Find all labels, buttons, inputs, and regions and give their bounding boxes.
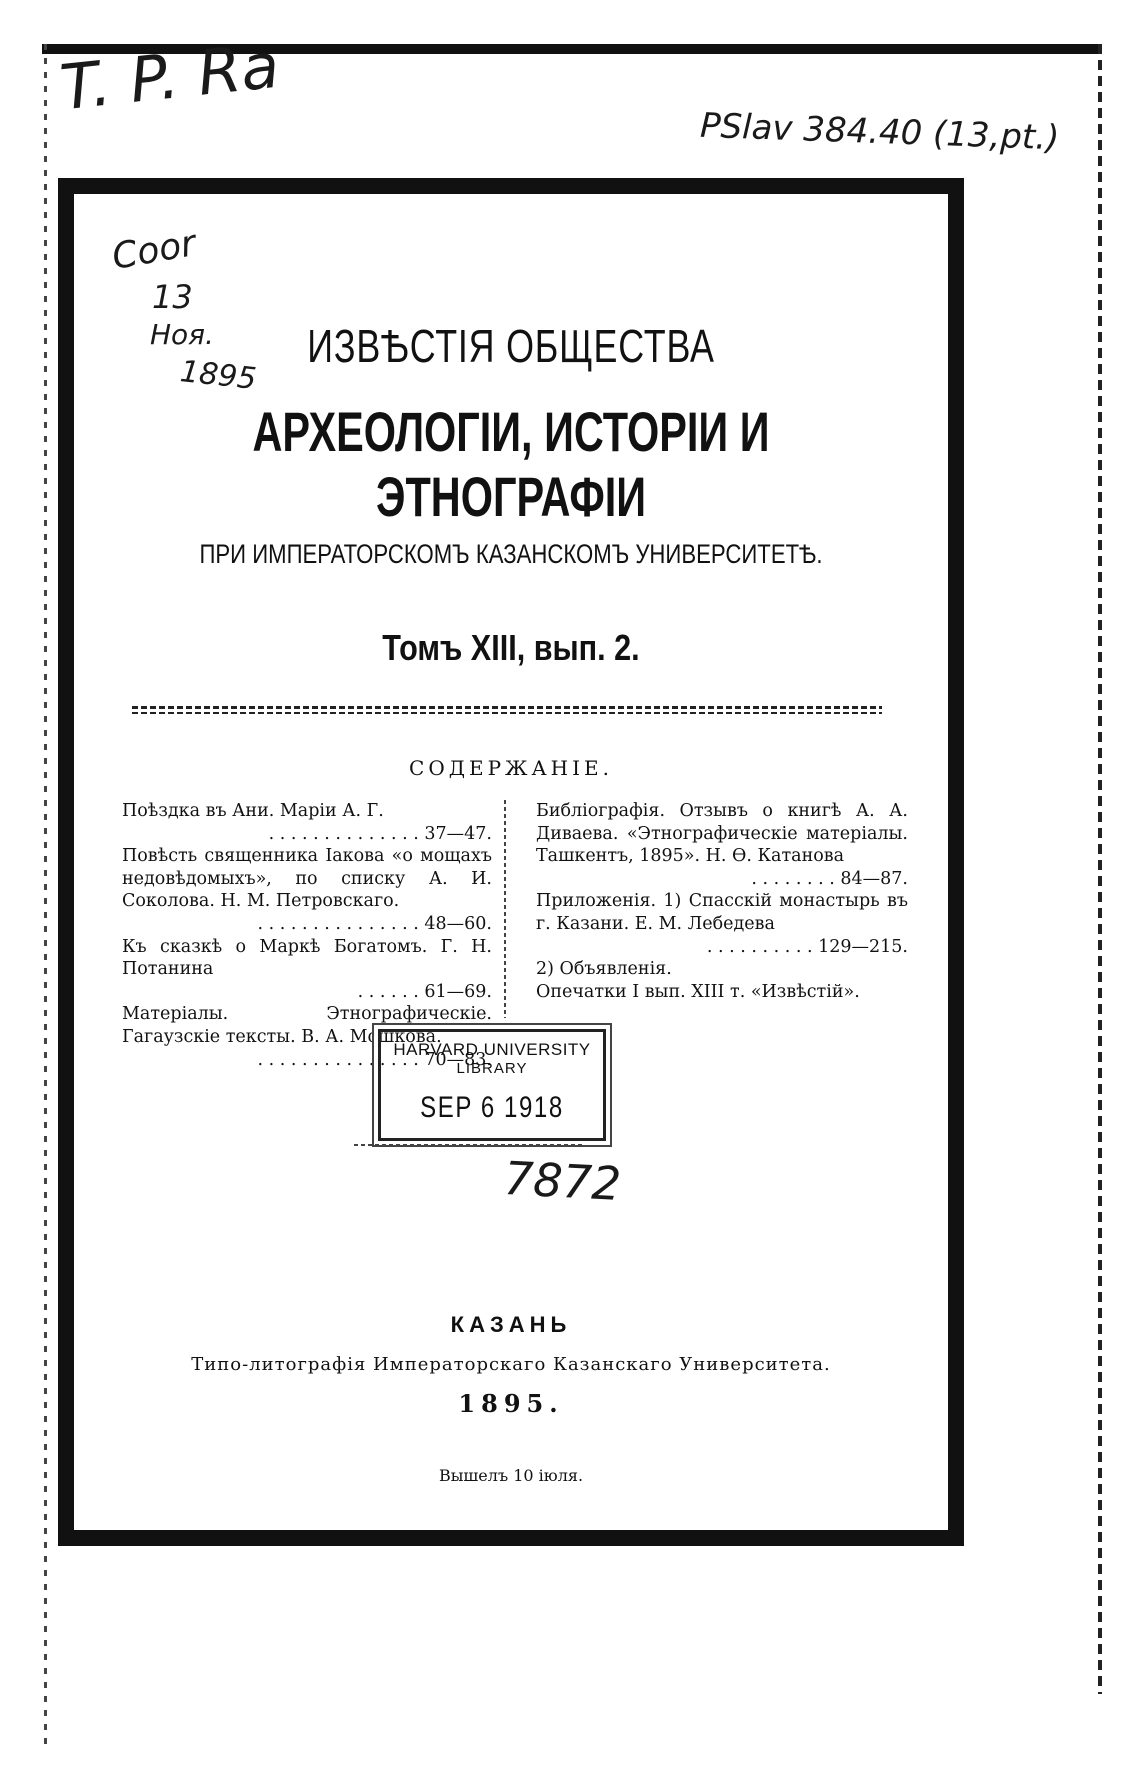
handwritten-inventory-number: 7872 <box>502 1150 623 1212</box>
stamp-line1: HARVARD UNIVERSITY <box>393 1040 591 1059</box>
contents-entry <box>122 936 492 1004</box>
stamp-date: SEP 6 1918 <box>420 1091 564 1124</box>
contents-entry <box>536 800 908 890</box>
handwritten-corner-note-3: Ноя. <box>150 318 214 351</box>
journal-title-line2: АРХЕОЛОГІИ, ИСТОРІИ И ЭТНОГРАФІИ <box>252 400 770 528</box>
entry-pages: . . . . . . . . . . . . . . . 48—60. <box>257 913 492 934</box>
contents-entry <box>122 845 492 935</box>
release-date: Вышелъ 10 іюля. <box>438 1466 584 1485</box>
handwritten-corner-note-4: 1895 <box>178 354 258 397</box>
entry-text: Матеріалы. Этнографическіе. Гагаузскіе тексты. В. А. Мошкова. <box>122 1004 492 1047</box>
entry-pages: . . . . . . 61—69. <box>357 981 492 1002</box>
entry-text: Приложенія. 1) Спасскій монастырь въ г. Казани. Е. М. Лебедева <box>536 891 908 934</box>
volume-number: Томъ XIII, вып. 2. <box>382 627 640 668</box>
entry-pages: . . . . . . . . . . . . . . 37—47. <box>268 823 492 844</box>
entry-text: Опечатки I вып. XIII т. «Извѣстій». <box>536 981 860 1002</box>
scan-right-edge <box>1098 44 1102 1694</box>
entry-pages: . . . . . . . . 84—87. <box>751 868 908 889</box>
contents-entry <box>536 981 908 1004</box>
separator-dotted <box>132 706 882 709</box>
entry-text: Къ сказкѣ о Маркѣ Богатомъ. Г. Н. Потанина <box>122 936 492 980</box>
imprint-city: КАЗАНЬ <box>450 1312 572 1337</box>
contents-heading: СОДЕРЖАНІЕ. <box>409 756 613 780</box>
journal-title-line3: ПРИ ИМПЕРАТОРСКОМЪ КАЗАНСКОМЪ УНИВЕРСИТЕТѢ. <box>199 539 823 569</box>
entry-text: Повѣсть священника Іакова «о мощахъ недовѣдомыхъ», по списку А. И. Соколова. Н. М. Петровскаго. <box>122 846 492 912</box>
handwritten-note-top-left: T. P. Ra <box>56 28 283 125</box>
imprint-printer: Типо-литографія Императорскаго Казанскаго Университета. <box>191 1354 831 1375</box>
title-page-frame <box>58 178 964 1546</box>
handwritten-corner-note-1: Coor <box>109 223 199 278</box>
entry-text: Поѣздка въ Ани. Маріи А. Г. <box>122 801 384 821</box>
contents-entry <box>122 800 492 845</box>
separator-dotted <box>132 712 882 714</box>
entry-pages: . . . . . . . . . . 129—215. <box>706 936 908 957</box>
stamp-underline <box>354 1144 584 1146</box>
library-stamp <box>378 1029 606 1141</box>
imprint-year: 1895. <box>458 1389 564 1418</box>
contents-right-column <box>536 800 908 1003</box>
entry-text: 2) Объявленія. <box>536 959 672 980</box>
entry-pages: . . . . . . . . . . . . . . . 70—83. <box>257 1049 492 1070</box>
column-separator <box>504 800 506 1018</box>
scan-left-edge <box>44 44 47 1744</box>
contents-entry <box>536 958 908 981</box>
stamp-line2: LIBRARY <box>456 1060 528 1077</box>
entry-text: Библіографія. Отзывъ о книгѣ А. А. Диваева. «Этнографическіе матеріалы. Ташкентъ, 1895». Н. Ѳ. Катанова <box>536 801 908 867</box>
contents-entry <box>536 890 908 958</box>
handwritten-corner-note-2: 13 <box>152 278 193 316</box>
handwritten-call-number: PSlav 384.40 (13,pt.) <box>699 105 1060 159</box>
journal-title-line1: ИЗВѢСТІЯ ОБЩЕСТВА <box>307 320 715 372</box>
